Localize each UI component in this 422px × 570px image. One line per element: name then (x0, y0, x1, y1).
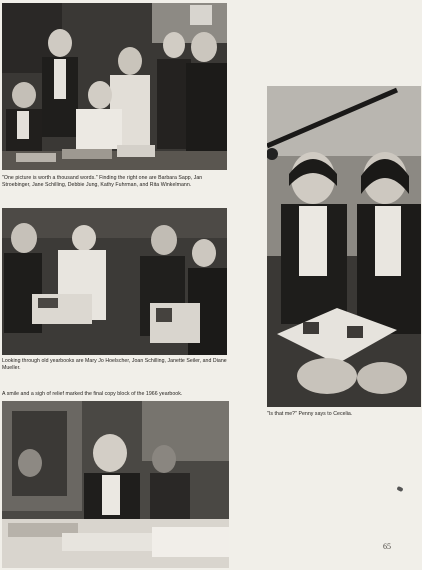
page-speck (396, 486, 403, 492)
photo-is-that-me (267, 86, 421, 407)
photo-smile-final-copy (2, 401, 229, 568)
caption-photo-1: "One picture is worth a thousand words." Finding the right one are Barbara Sapp, Jan Stroebinger, Jane Schilling, Debbie Jung, Kathy Fuhrman, and Rita Winkelmann. (2, 175, 203, 189)
page-number: 65 (383, 542, 391, 551)
photo-looking-through-yearbooks (2, 208, 227, 355)
caption-photo-4: "Is that me?" Penny says to Cecelia. (267, 411, 353, 417)
caption-photo-3: A smile and a sigh of relief marked the final copy block of the 1966 yearbook. (2, 391, 183, 397)
photo-yearbook-staff-group (2, 3, 227, 170)
caption-photo-2: Looking through old yearbooks are Mary Jo Hoelscher, Joan Schilling, Janette Seiler, and Diane Mueller. (2, 358, 227, 372)
